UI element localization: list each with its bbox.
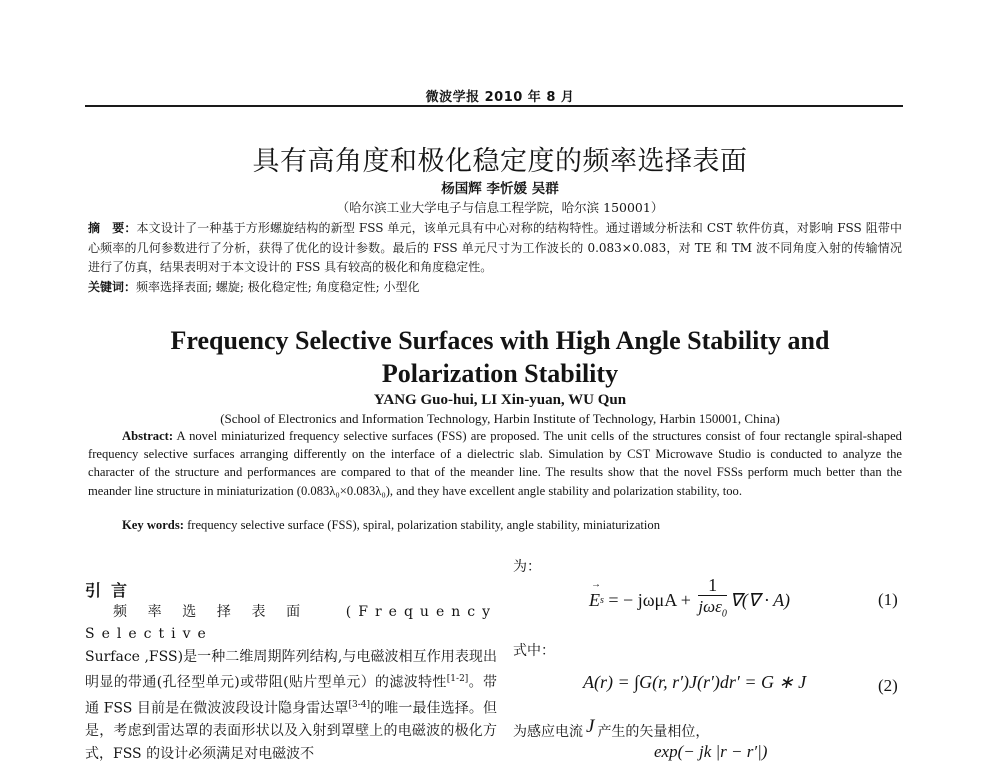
equation-2 xyxy=(583,672,806,693)
cn-keywords-text: 频率选择表面; 螺旋; 极化稳定性; 角度稳定性; 小型化 xyxy=(136,279,420,294)
en-keywords xyxy=(122,518,902,533)
cn-abstract-block xyxy=(88,219,902,297)
desc-j-symbol: J xyxy=(586,716,595,737)
header-rule xyxy=(85,105,903,107)
eq1-rhs: ∇(∇ · A) xyxy=(729,589,791,610)
cn-abstract-label: 摘 要： xyxy=(88,221,137,235)
equation-1 xyxy=(589,575,790,625)
text-wei: 为： xyxy=(513,559,541,575)
cn-title: 具有高角度和极化稳定度的频率选择表面 xyxy=(252,146,748,177)
en-abstract-text: A novel miniaturized frequency selective surfaces (FSS) are proposed. The unit cells of the structures consist of four rectangle spiral-shaped frequency selective surfaces arranging differently on the interface of a dielectric slab. Simulation by CST Microwave Studio is conducted to analyze the character of the structure and performances are compared to that of the meander line. The results show that the novel FSSs perform much better than the meander line structure in miniaturization (0.083λ₀×0.083λ₀), and they have excellent angle stability and polarization stability, too. xyxy=(88,429,902,498)
cn-keywords xyxy=(88,278,902,298)
en-title: Frequency Selective Surfaces with High Angle Stability and Polarization Stability xyxy=(170,326,830,388)
intro-text-c: 的唯一最佳选择。但是，考虑到雷达罩的表面形状以及入射到罩壁上的电磁波的极化方式，FSS 的设计必须满足对电磁波不 xyxy=(85,700,497,762)
intro-first-line: 频率选择表面 (Frequency Selective xyxy=(85,604,497,643)
intro-text-a: Surface ,FSS)是一种二维周期阵列结构,与电磁波相互作用表现出明显的带通(孔径型单元)或带阻(贴片型单元）的滤波特性 xyxy=(85,648,497,691)
en-abstract xyxy=(88,427,902,500)
eq2-text: A(r) = ∫G(r, r′)J(r′)dr′ = G ∗ J xyxy=(583,672,807,692)
en-authors: YANG Guo-hui, LI Xin-yuan, WU Qun xyxy=(373,392,627,408)
en-keywords-label: Key words: xyxy=(122,518,184,532)
eq1-mid: = − jωμA + xyxy=(603,589,696,610)
eq1-numerator: 1 xyxy=(708,575,718,595)
cn-abstract xyxy=(88,219,902,278)
eq1-den-sub: 0 xyxy=(721,608,727,620)
desc-b: 产生的矢量相位， xyxy=(597,724,710,740)
equation-2-number: (2) xyxy=(878,676,898,695)
intro-body xyxy=(85,646,497,765)
cn-affiliation: （哈尔滨工业大学电子与信息工程学院，哈尔滨 150001） xyxy=(336,200,664,215)
intro-text-b: 。带通 FSS 目前是在微波波段设计隐身雷达罩 xyxy=(85,674,498,717)
cn-authors: 杨国辉 李忻媛 吴群 xyxy=(441,181,559,197)
citation: [1-2] xyxy=(446,674,469,685)
equation-1-number: (1) xyxy=(878,590,898,609)
intro-paragraph xyxy=(85,601,497,765)
text-shizhong: 式中： xyxy=(513,643,555,659)
cn-keywords-label: 关键词： xyxy=(88,279,137,294)
desc-a: 为感应电流 xyxy=(513,724,583,740)
eq1-fraction xyxy=(698,575,726,625)
eq1-sup: s xyxy=(600,594,604,606)
equation-3-partial xyxy=(654,742,767,762)
journal-header: 微波学报 2010 年 8 月 xyxy=(425,90,575,105)
citation: [3-4] xyxy=(348,700,371,711)
cn-abstract-text: 本文设计了一种基于方形螺旋结构的新型 FSS 单元，该单元具有中心对称的结构特性。通过谱域分析法和 CST 软件仿真，对影响 FSS 阻带中心频率的几何参数进行了分析，获得了优化的设计参数。最后的 FSS 单元尺寸为工作波长的 0.083×0.083，对 TE 和 TM 波不同角度入射的传输情况进行了仿真，结果表明对于本文设计的 FSS 具有较高的极化和角度稳定性。 xyxy=(88,221,902,275)
en-abstract-label: Abstract: xyxy=(122,429,174,443)
section-heading-introduction: 引言 xyxy=(85,581,138,600)
en-affiliation: (School of Electronics and Information Technology, Harbin Institute of Technology, Harbin 150001, China) xyxy=(220,411,780,426)
eq1-denominator xyxy=(698,596,726,625)
en-keywords-text: frequency selective surface (FSS), spiral, polarization stability, angle stability, miniaturization xyxy=(187,518,661,532)
eq3-text: exp(− jk |r − r′|) xyxy=(654,742,768,761)
text-vector-potential-desc xyxy=(513,716,710,742)
eq1-den-text: jωε xyxy=(698,597,722,616)
eq1-lhs: → E xyxy=(589,590,600,611)
